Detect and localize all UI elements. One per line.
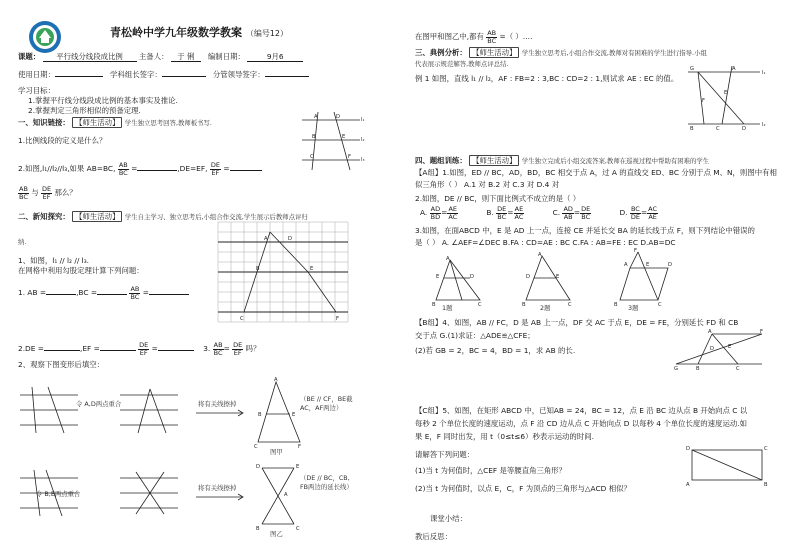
group-a-q1-options: 似三角形（ ） A.1 对 B.2 对 C.3 对 D.4 对: [415, 180, 560, 189]
fraction-ab-bc-5: $\frac{AB}{BC}$: [487, 29, 497, 45]
example-1: 例 1 如图，直线 l₁ // l₂，AF : FB=2 : 3,BC : CD=2 : 1,则试求 AE : EC 的值。: [415, 74, 679, 83]
svg-text:C: C: [764, 446, 768, 452]
svg-text:A: A: [446, 256, 450, 262]
svg-text:D: D: [336, 114, 340, 120]
fraction-de-ef-3: $\frac{DE}{EF}$: [139, 341, 149, 357]
svg-text:E: E: [292, 412, 296, 418]
svg-text:l₂: l₂: [762, 122, 766, 128]
activity-tag-3: 【师生活动】: [469, 47, 519, 58]
date-label: 编制日期：: [207, 52, 245, 61]
date-value: 9月6: [247, 52, 303, 62]
activity-tag-4: 【师生活动】: [469, 155, 519, 166]
section-4-heading: 四、题组训练：: [415, 156, 467, 165]
svg-text:B: B: [696, 366, 700, 372]
section-1-note: 学生独立思考回答,教师板书写.: [124, 119, 212, 127]
svg-text:F: F: [336, 316, 339, 322]
svg-text:F: F: [634, 248, 637, 254]
q3-text: 那么？: [54, 188, 77, 197]
group-c-q5-sub2: (2)当 t 为何值时，以点 E，C，F 为顶点的三角形与△ACD 相似？: [415, 484, 631, 493]
svg-text:G: G: [690, 66, 695, 72]
doc-number: （编号12）: [245, 29, 289, 38]
fraction-de-ef-4: $\frac{DE}{EF}$: [233, 341, 243, 357]
svg-text:F: F: [348, 154, 351, 160]
svg-text:B: B: [432, 302, 436, 308]
group-c-q5-line2: 每秒 2 个单位长度的速度运动，点 F 沿 CD 边从点 C 开始向点 D 以每秒 4 个单位长度的速度运动.如: [415, 419, 747, 428]
sign-row: [18, 70, 309, 79]
p1b: 在网格中利用勾股定理计算下列问题：: [18, 266, 144, 275]
figure-q4: [672, 330, 768, 370]
figure-q5-rectangle: [686, 444, 768, 486]
svg-text:D: D: [710, 346, 714, 352]
top-line-text-2: =（ ）.…: [499, 32, 533, 41]
section-2-heading: 二、新知探究：: [18, 212, 70, 221]
use-date-label: 使用日期：: [18, 70, 55, 79]
goal-1: 1.掌握平行线分线段成比例的基本事实及推论.: [28, 96, 178, 105]
fraction-ab-bc-3: $\frac{AB}{BC}$: [130, 285, 140, 301]
svg-text:B: B: [764, 482, 768, 488]
topic-label: 课题：: [18, 52, 41, 61]
group-a-q3-options: 是（ ） A. ∠AEF=∠DEC B.FA : CD=AE : BC C.FA : AB=FE : EC D.AB=DC: [415, 238, 676, 247]
parallel-lines-figure-1: [298, 110, 368, 174]
p4: 2、观察下图变形后填空：: [18, 360, 105, 369]
question-1: 1.比例线段的定义是什么？: [18, 136, 107, 145]
section-3-header: [415, 48, 707, 57]
section-2-header: [18, 212, 308, 221]
triangle-figure-a: [254, 378, 304, 448]
section-4-header: [415, 156, 709, 165]
svg-text:B: B: [258, 412, 262, 418]
svg-text:F: F: [760, 329, 763, 335]
svg-text:B: B: [256, 526, 260, 532]
svg-text:E: E: [342, 134, 346, 140]
fig-a-left-note: 令 A,D两点重合: [76, 400, 122, 408]
section-4-note: 学生独立完成后小组交流答案,教师在巡视过程中帮助有困难的学生: [521, 157, 710, 165]
figure-a-step-1: [20, 385, 82, 435]
fraction-ab-bc-4: $\frac{AB}{BC}$: [213, 341, 223, 357]
group-c-q5-sub1: (1)当 t 为何值时，△CEF 是等腰直角三角形？: [415, 466, 567, 475]
svg-text:E: E: [296, 464, 300, 470]
figure-q3: [612, 250, 678, 306]
section-2-note-2: 纳.: [18, 238, 27, 246]
svg-text:l₃: l₃: [361, 157, 365, 163]
fig-q1-caption: 1题: [442, 304, 453, 312]
fraction-de-ef-2: $\frac{DE}{EF}$: [42, 185, 52, 201]
section-1-heading: 一、知识链接：: [18, 118, 70, 127]
activity-tag: 【师生活动】: [72, 117, 122, 128]
svg-text:l₂: l₂: [361, 137, 365, 143]
fig-a-arrow-label: 将有关线擦掉: [198, 400, 237, 408]
hourglass-figure-b: [254, 462, 304, 530]
goals-label: 学习目标：: [18, 86, 55, 95]
svg-text:l₁: l₁: [361, 117, 365, 123]
q2-eq-2: =: [223, 164, 230, 173]
school-emblem-icon: [28, 20, 62, 54]
svg-text:B: B: [690, 126, 694, 132]
svg-text:A: A: [538, 252, 542, 258]
calc-2-ef: ,EF =: [79, 344, 100, 353]
title-text: 青松岭中学九年级数学教案: [110, 26, 242, 39]
q2-eq: =: [131, 164, 138, 173]
svg-text:D: D: [256, 464, 260, 470]
grid-figure: [218, 222, 352, 326]
svg-text:A: A: [686, 482, 690, 488]
section-1-header: [18, 118, 212, 127]
svg-text:A: A: [284, 492, 288, 498]
svg-text:C: C: [240, 316, 244, 322]
section-2-note: 学生自主学习、独立思考后,小组合作交流,学生展示后教师点评归: [124, 213, 308, 221]
calc-2: 2.DE = ,EF = $\frac{DE}{EF}$ = 3. $\frac{AB}{BC}$ = $\frac{DE}{EF}$ 吗？: [18, 341, 261, 357]
q2-text: 2.如图,l₁//l₂//l₃,如果 AB=BC,: [18, 164, 116, 173]
group-b-q4: 【B组】4、如图，AB // FC，D 是 AB 上一点，DF 交 AC 于点 E，DE = FE，分别延长 FD 和 CB: [415, 318, 739, 327]
svg-text:A: A: [624, 262, 628, 268]
page-title: [110, 26, 288, 40]
group-c-q5-line4: 请解答下列问题：: [415, 450, 475, 459]
q2-options: A. $\frac{AD}{BD}$ = $\frac{AE}{AC}$ B. $\frac{DE}{BC}$ = $\frac{AE}{AC}$ C. $\frac{AD}{AB}$ = $\frac{DE}{BC}$ D. $\frac{BC}{DE}$ = $\frac{AC}{AE}$: [420, 205, 658, 221]
group-c-q5: 【C组】5、如图，在矩形 ABCD 中，已知AB = 24，BC = 12，点 E 沿 BC 边从点 B 开始向点 C 以: [415, 406, 748, 415]
leader-label: 分管领导签字：: [212, 70, 265, 79]
calc-2-de: 2.DE =: [18, 344, 44, 353]
fig-a-annotation-2: AC，AF两边）: [300, 404, 343, 412]
goal-2: 2.掌握判定三角形相似的预备定理.: [28, 106, 141, 115]
group-leader-label: 学科组长签字：: [110, 70, 162, 79]
svg-text:A: A: [264, 236, 268, 242]
calc-1-bc: ,BC =: [76, 288, 98, 297]
svg-text:E: E: [310, 266, 314, 272]
svg-text:E: E: [556, 274, 560, 280]
svg-text:C: C: [310, 154, 314, 160]
question-2: [18, 162, 262, 176]
svg-text:D: D: [742, 126, 746, 132]
svg-text:B: B: [522, 302, 526, 308]
question-3: $\frac{AB}{BC}$ 与 $\frac{DE}{EF}$ 那么？: [19, 185, 77, 201]
fig-b-annotation-2: FB两边的延长线）: [300, 483, 353, 491]
svg-text:F: F: [298, 444, 301, 450]
svg-text:C: C: [736, 366, 740, 372]
activity-tag-2: 【师生活动】: [72, 211, 122, 222]
svg-text:B: B: [256, 266, 260, 272]
calc-1-ab: 1. AB =: [18, 288, 47, 297]
svg-text:G: G: [674, 366, 679, 372]
svg-text:D: D: [668, 262, 672, 268]
top-line: [415, 30, 533, 44]
summary: 课堂小结：: [430, 514, 467, 523]
top-line-text: 在图甲和图乙中,都有: [415, 32, 484, 41]
svg-text:C: C: [296, 526, 300, 532]
svg-text:F: F: [702, 98, 705, 104]
svg-text:A: A: [732, 66, 736, 72]
section-3-note: 学生独立思考后,小组合作交流,教师对有困难的学生进行指导.小组: [521, 49, 707, 57]
group-a-q2: 2.如图，DE // BC，则下面比例式不成立的是（ ）: [415, 194, 581, 203]
svg-text:A: A: [274, 377, 278, 383]
svg-text:D: D: [288, 236, 292, 242]
fig-a-caption: 图甲: [270, 448, 283, 456]
svg-text:B: B: [614, 302, 618, 308]
topic-value: 平行线分线段成比例: [43, 52, 137, 62]
reflection: 教后反思：: [415, 532, 452, 541]
group-a-q1: 【A组】1.如图，ED // BC，AD，BD，BC 相交于点 A，过 A 的直线交 ED、BC 分别于点 M、N，则图中有相: [415, 168, 777, 177]
group-b-q4-part2: (2)若 GB = 2，BC = 4，BD = 1，求 AB 的长.: [415, 346, 576, 355]
arrow-icon-2: [196, 494, 246, 500]
figure-b-step-2: [120, 468, 182, 518]
svg-text:C: C: [568, 302, 572, 308]
figure-a-step-2: [120, 385, 182, 435]
arrow-icon: [196, 410, 246, 416]
svg-text:D: D: [526, 274, 530, 280]
svg-text:E: E: [728, 344, 732, 350]
svg-text:C: C: [716, 126, 720, 132]
fig-b-left-note: 令 B,E两点重合: [36, 490, 81, 498]
preparer-label: 主备人：: [138, 52, 169, 61]
fig-b-arrow-label: 将有关线擦掉: [198, 484, 237, 492]
topic-row: [18, 52, 303, 62]
svg-text:E: E: [724, 90, 728, 96]
fig-q2-caption: 2题: [540, 304, 551, 312]
figure-q2: [520, 252, 580, 306]
fraction-ab-bc-2: $\frac{AB}{BC}$: [19, 185, 28, 201]
q2-text-2: ,DE=EF,: [177, 164, 208, 173]
group-b-q4-part1: 交于点 G.(1)求证：△ADE≌△CFE；: [415, 331, 535, 340]
svg-text:E: E: [436, 274, 440, 280]
figure-q1: [430, 256, 490, 306]
svg-text:C: C: [658, 302, 662, 308]
svg-text:E: E: [646, 262, 650, 268]
svg-text:A: A: [314, 114, 318, 120]
calc-3-num: 3.: [203, 344, 211, 353]
p1: 1、如图，l₁ // l₂ // l₃.: [18, 256, 90, 265]
svg-text:C: C: [478, 302, 482, 308]
fig-b-annotation-1: （DE // BC，CB,: [300, 474, 350, 482]
fig-q3-caption: 3题: [628, 304, 639, 312]
section-3-heading: 三、典例分析：: [415, 48, 467, 57]
example-1-figure: [686, 62, 766, 132]
section-3-note-2: 代表展示规范解答,教师点评总结.: [415, 60, 509, 68]
group-c-q5-line3: 果 E，F 同时出发，用 t（0≤t≤6）秒表示运动的时间.: [415, 432, 594, 441]
svg-text:D: D: [686, 446, 690, 452]
calc-1: 1. AB = ,BC = $\frac{AB}{BC}$ =: [18, 286, 189, 300]
svg-text:B: B: [312, 134, 316, 140]
group-a-q3: 3.如图，在面ABCD 中，E 是 AD 上一点，连接 CE 并延长交 BA 的延长线于点 F，则下列结论中错误的: [415, 226, 755, 235]
svg-text:D: D: [470, 274, 474, 280]
fig-b-caption: 图乙: [270, 530, 283, 538]
calc-3-question: 吗？: [245, 344, 261, 353]
fig-a-annotation-1: （BE // CF，BE截: [300, 395, 353, 403]
fraction-ab-bc: $\frac{AB}{BC}$: [118, 161, 128, 177]
fraction-de-ef: $\frac{DE}{EF}$: [210, 161, 220, 177]
svg-text:A: A: [708, 329, 712, 335]
svg-text:l₁: l₁: [762, 70, 766, 76]
svg-text:C: C: [254, 444, 258, 450]
preparer-value: 于 俐: [171, 52, 201, 62]
